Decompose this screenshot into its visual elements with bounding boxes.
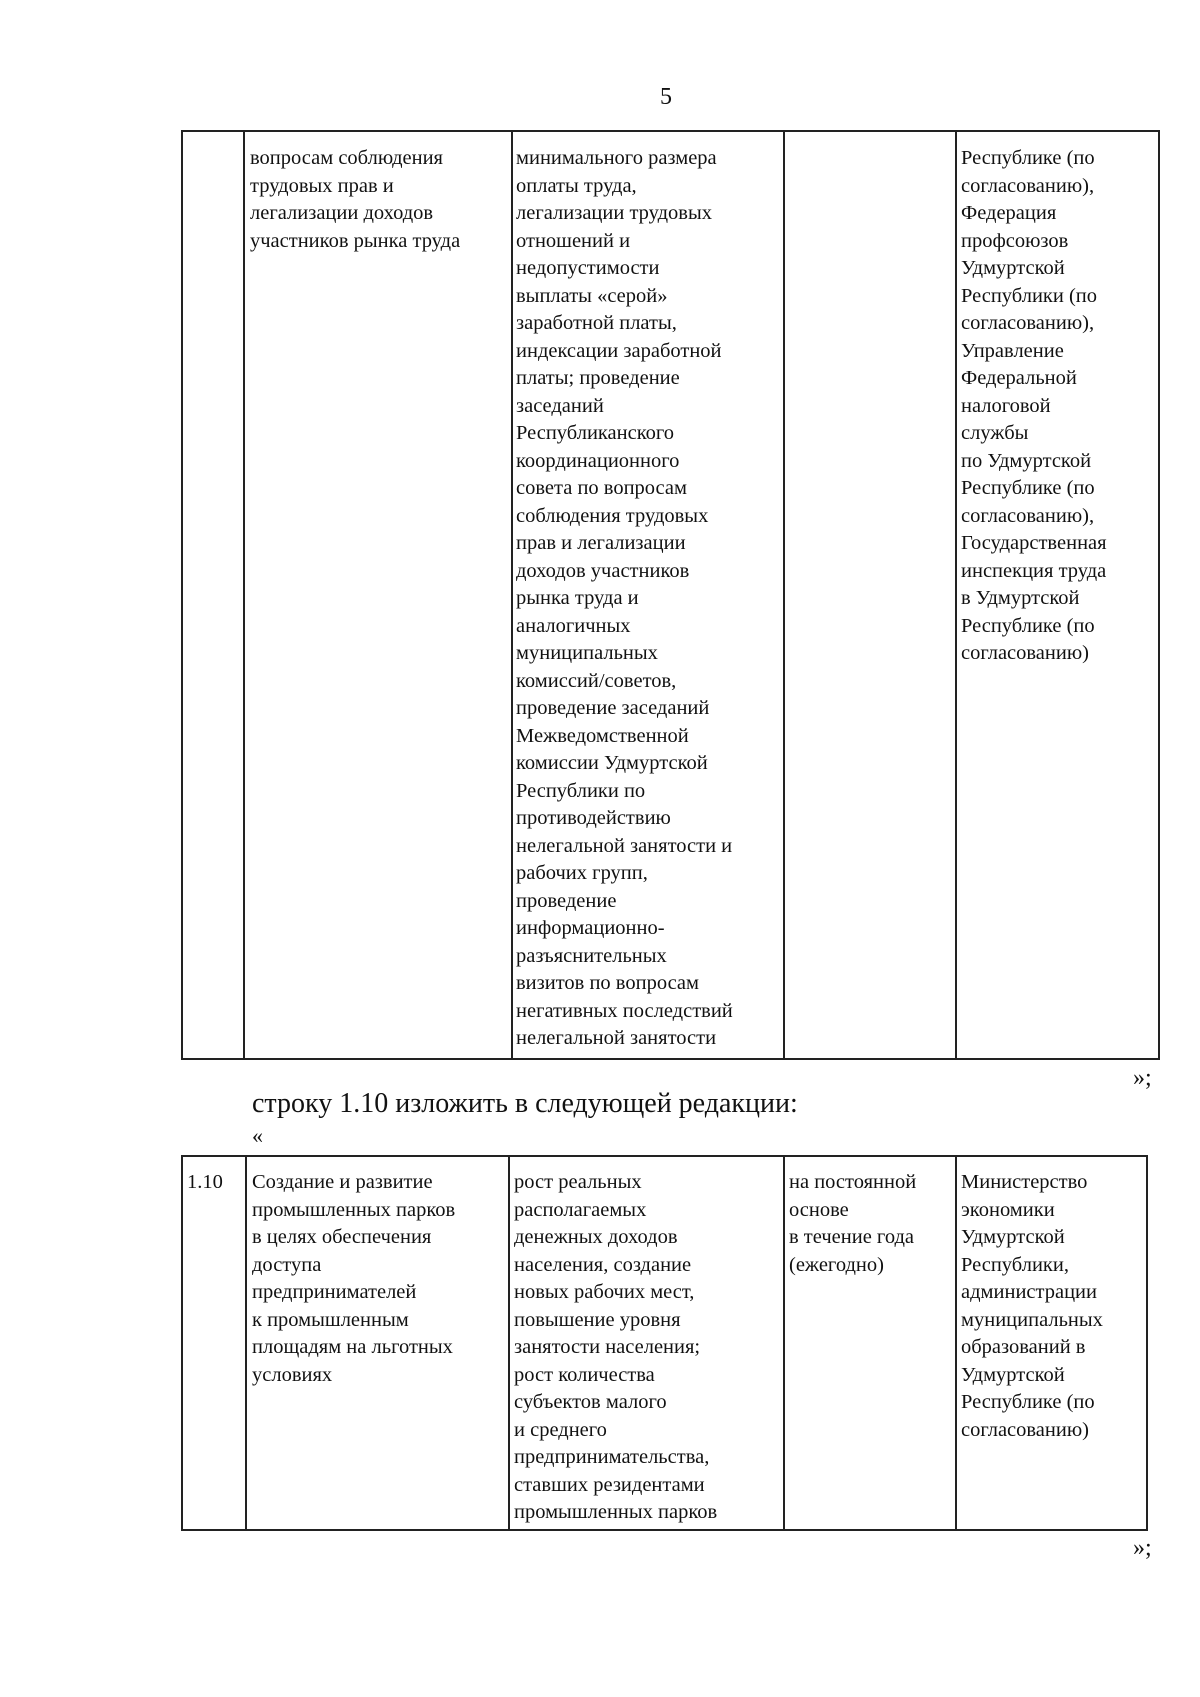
table1-border bbox=[1158, 130, 1160, 1060]
table2-border bbox=[181, 1155, 183, 1531]
table1-cell-responsible: Республике (по согласованию), Федерация профсоюзов Удмуртской Республики (по согласованию), Управление Федеральной налоговой службы по Удмуртской Республике (по согласованию), Государственная инспекция труда в Удмуртской Республике (по согласованию) bbox=[961, 147, 1107, 664]
table1-bottom-border bbox=[181, 1058, 1160, 1060]
opening-quote: « bbox=[252, 1123, 263, 1148]
table2-cell-timing: на постоянной основе в течение года (ежегодно) bbox=[789, 1171, 917, 1276]
table2-cell-responsible: Министерство экономики Удмуртской Республики, администрации муниципальных образований в Удмуртской Республике (по согласованию) bbox=[961, 1171, 1103, 1441]
table1-top-border bbox=[181, 130, 1160, 132]
table1-border bbox=[783, 130, 785, 1060]
table1-border bbox=[955, 130, 957, 1060]
table2-border bbox=[955, 1155, 957, 1531]
closing-quote: »; bbox=[1133, 1065, 1152, 1091]
page-number: 5 bbox=[660, 84, 672, 110]
table2-border bbox=[245, 1155, 247, 1531]
table2-cell-number: 1.10 bbox=[187, 1171, 223, 1193]
amendment-instruction: строку 1.10 изложить в следующей редакции: bbox=[252, 1088, 798, 1119]
table2-bottom-border bbox=[181, 1529, 1148, 1531]
table2-border bbox=[508, 1155, 510, 1531]
closing-quote: »; bbox=[1133, 1535, 1152, 1561]
table1-border bbox=[181, 130, 183, 1060]
table2-cell-measure: Создание и развитие промышленных парков в целях обеспечения доступа предпринимателей к промышленным площадям на льготных условиях bbox=[252, 1171, 456, 1386]
table1-cell-topic: вопросам соблюдения трудовых прав и легализации доходов участников рынка труда bbox=[250, 147, 461, 252]
table1-border bbox=[511, 130, 513, 1060]
table2-border bbox=[783, 1155, 785, 1531]
table2-border bbox=[1146, 1155, 1148, 1531]
table1-border bbox=[243, 130, 245, 1060]
table1-cell-description: минимального размера оплаты труда, легализации трудовых отношений и недопустимости выплаты «серой» заработной платы, индексации заработной платы; проведение заседаний Республиканского координационного совета по вопросам соблюдения трудовых прав и легализации доходов участников рынка труда и аналогичных муниципальных комиссий/советов, проведение заседаний Межведомственной комиссии Удмуртской Республики по противодействию нелегальной занятости и рабочих групп, проведение информационно- разъяснительных визитов по вопросам негативных последствий нелегальной занятости bbox=[516, 147, 733, 1049]
table2-top-border bbox=[181, 1155, 1148, 1157]
table2-cell-result: рост реальных располагаемых денежных доходов населения, создание новых рабочих мест, повышение уровня занятости населения; рост количества субъектов малого и среднего предпринимательства, ставших резидентами промышленных парков bbox=[514, 1171, 718, 1523]
